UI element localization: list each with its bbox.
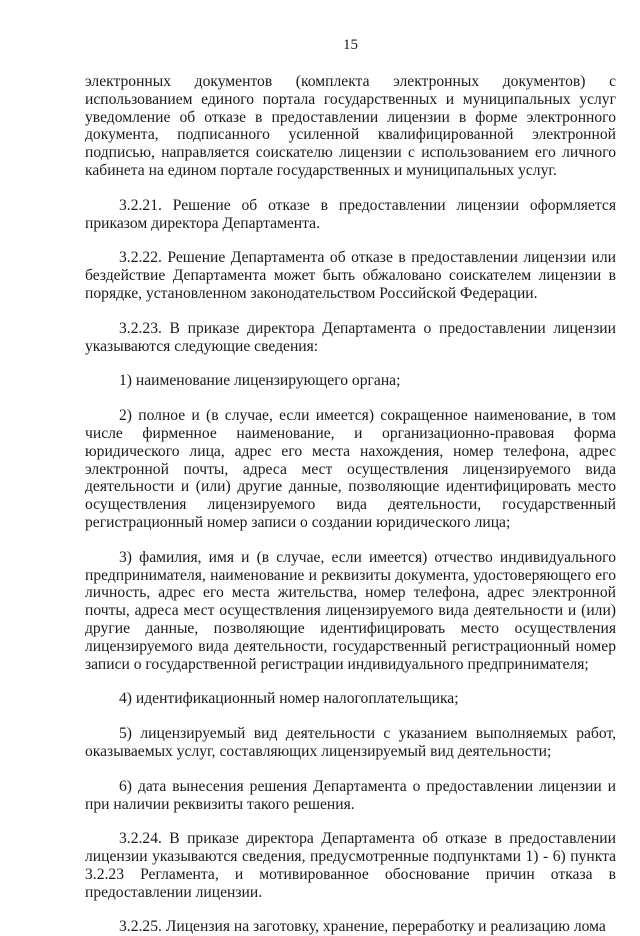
paragraph-3-2-22: 3.2.22. Решение Департамента об отказе в предоставлении лицензии или бездействие Департамента может быть обжаловано соискателем лицензии в порядке, установленном законодательством Российской Федерации. (85, 249, 616, 302)
list-item-6: 6) дата вынесения решения Департамента о предоставлении лицензии и при наличии реквизиты такого решения. (85, 777, 616, 813)
list-item-1: 1) наименование лицензирующего органа; (119, 372, 401, 390)
list-item-4: 4) идентификационный номер налогоплательщика; (119, 690, 459, 708)
page-number: 15 (343, 37, 358, 53)
paragraph-3-2-21: 3.2.21. Решение об отказе в предоставлении лицензии оформляется приказом директора Департамента. (85, 196, 616, 232)
paragraph-3-2-23: 3.2.23. В приказе директора Департамента о предоставлении лицензии указываются следующие сведения: (85, 319, 616, 355)
list-item-2: 2) полное и (в случае, если имеется) сокращенное наименование, в том числе фирменное наименование, и организационно-правовая форма юридического лица, адрес его места нахождения, номер телефона, адрес электронной почты, адреса мест осуществления лицензируемого вида деятельности и (или) другие данные, позволяющие идентифицировать место осуществления лицензируемого вида деятельности, государственный регистрационный номер записи о создании юридического лица; (85, 407, 616, 531)
list-item-5: 5) лицензируемый вид деятельности с указанием выполняемых работ, оказываемых услуг, составляющих лицензируемый вид деятельности; (85, 725, 616, 760)
paragraph-3-2-25: 3.2.25. Лицензия на заготовку, хранение, переработку и реализацию лома (119, 918, 606, 936)
list-item-3: 3) фамилия, имя и (в случае, если имеется) отчество индивидуального предпринимателя, наименование и реквизиты документа, удостоверяющего его личность, адрес его места жительства, номер телефона, адрес электронной почты, адреса мест осуществления лицензируемого вида деятельности и (или) другие данные, позволяющие идентифицировать место осуществления лицензируемого вида деятельности, государственный регистрационный номер записи о государственной регистрации индивидуального предпринимателя; (85, 548, 616, 673)
paragraph-3-2-24: 3.2.24. В приказе директора Департамента об отказе в предоставлении лицензии указываются сведения, предусмотренные подпунктами 1) - 6) пункта 3.2.23 Регламента, и мотивированное обоснование причин отказа в предоставлении лицензии. (85, 830, 616, 901)
paragraph-continuation: электронных документов (комплекта электронных документов) с использованием единого портала государственных и муниципальных услуг уведомление об отказе в предоставлении лицензии в форме электронного документа, подписанного усиленной квалифицированной электронной подписью, направляется соискателю лицензии с использованием его личного кабинета на едином портале государственных и муниципальных услуг. (85, 73, 616, 179)
